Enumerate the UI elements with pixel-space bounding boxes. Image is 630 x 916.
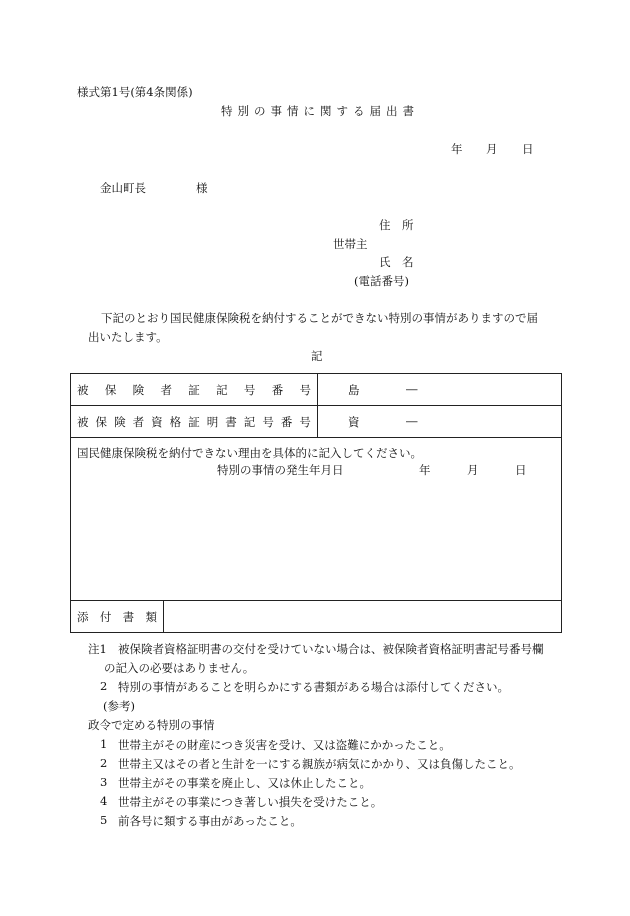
note-2-label: 2 xyxy=(100,679,108,693)
note-1-line-2: の記入の必要はありません。 xyxy=(104,661,255,675)
label-char: 記 xyxy=(216,382,228,397)
label-char: 明 xyxy=(206,414,219,429)
applicant-address-label: 住 所 xyxy=(379,218,414,232)
list-item-number: 4 xyxy=(100,794,108,808)
label-char: 険 xyxy=(114,414,126,429)
applicant-name-label: 氏 名 xyxy=(379,255,414,269)
list-item: 世帯主がその財産につき災害を受け、又は盗難にかかったこと。 xyxy=(118,738,451,752)
label-char: 険 xyxy=(132,382,145,397)
label-char: 号 xyxy=(262,414,274,429)
label-char: 者 xyxy=(132,414,145,429)
reason-field[interactable] xyxy=(71,438,562,601)
ki-heading: 記 xyxy=(311,349,323,363)
label-char: 号 xyxy=(299,414,311,429)
statement-line-1: 下記のとおり国民健康保険税を納付することができない特別の事情がありますので届 xyxy=(101,311,538,325)
table-row-insurance-number xyxy=(71,374,562,406)
form-number: 様式第1号(第4条関係) xyxy=(77,85,193,99)
label-char: 番 xyxy=(271,382,284,397)
date-month-label: 月 xyxy=(486,142,498,156)
note-1-line-1: 被保険者資格証明書の交付を受けていない場合は、被保険者資格証明書記号番号欄 xyxy=(118,642,544,656)
label-char: 資 xyxy=(151,414,163,429)
certificate-number-field[interactable] xyxy=(318,406,562,438)
attachments-label xyxy=(71,601,164,632)
insurance-number-dash: ― xyxy=(406,382,418,396)
date-day-label: 日 xyxy=(522,142,534,156)
table-row-attachments xyxy=(71,601,562,633)
household-head-label: 世帯主 xyxy=(333,237,368,251)
reason-month-label: 月 xyxy=(467,463,479,477)
reason-year-label: 年 xyxy=(419,463,431,477)
certificate-number-label xyxy=(71,406,318,438)
list-item: 前各号に類する事由があったこと。 xyxy=(118,814,302,828)
label-char: 書 xyxy=(225,414,237,429)
label-char: 者 xyxy=(160,382,172,397)
table-row-reason xyxy=(71,438,562,601)
attachments-field[interactable] xyxy=(164,601,562,632)
list-item-number: 5 xyxy=(100,813,108,827)
list-item-number: 3 xyxy=(100,775,108,789)
label-char: 保 xyxy=(104,382,117,397)
reason-instruction: 国民健康保険税を納付できない理由を具体的に記入してください。 xyxy=(77,446,422,460)
label-char: 添 xyxy=(77,609,89,624)
label-char: 号 xyxy=(299,382,311,397)
addressee-honorific: 様 xyxy=(196,181,208,195)
list-item: 世帯主がその事業を廃止し、又は休止したこと。 xyxy=(118,776,371,790)
certificate-number-prefix: 資 xyxy=(348,415,360,429)
label-char: 証 xyxy=(188,414,200,429)
list-item: 世帯主又はその者と生計を一にする親族が病気にかかり、又は負傷したこと。 xyxy=(118,757,521,771)
table-row-certificate-number xyxy=(71,406,562,438)
addressee-name: 金山町長 xyxy=(100,181,146,195)
insurance-number-field[interactable] xyxy=(318,374,562,406)
list-item-number: 2 xyxy=(100,756,108,770)
list-item-number: 1 xyxy=(100,737,108,751)
gov-heading: 政令で定める特別の事情 xyxy=(88,718,215,732)
note-1-label: 注1 xyxy=(88,642,107,656)
insurance-number-prefix: 島 xyxy=(348,383,360,397)
label-char: 号 xyxy=(243,382,256,397)
label-char: 格 xyxy=(169,414,182,429)
reason-date-label: 特別の事情の発生年月日 xyxy=(217,463,344,477)
label-char: 証 xyxy=(188,382,200,397)
label-char: 保 xyxy=(95,414,108,429)
label-char: 被 xyxy=(77,382,89,397)
insurance-number-label xyxy=(71,374,318,406)
list-item: 世帯主がその事業につき著しい損失を受けたこと。 xyxy=(118,795,383,809)
note-2-text: 特別の事情があることを明らかにする書類がある場合は添付してください。 xyxy=(118,680,509,694)
date-year-label: 年 xyxy=(451,142,463,156)
label-char: 書 xyxy=(122,609,135,624)
reference-label: (参考) xyxy=(103,699,135,713)
certificate-number-dash: ― xyxy=(406,414,418,428)
label-char: 記 xyxy=(243,414,256,429)
statement-line-2: 出いたします。 xyxy=(88,330,168,344)
label-char: 被 xyxy=(77,414,89,429)
applicant-phone-label: (電話番号) xyxy=(354,274,409,288)
page-title: 特別の事情に関する届出書 xyxy=(221,104,419,118)
reason-day-label: 日 xyxy=(515,463,527,477)
label-char: 番 xyxy=(280,414,293,429)
label-char: 類 xyxy=(145,609,157,624)
attachments-subtable xyxy=(71,601,561,632)
application-table xyxy=(70,373,562,633)
label-char: 付 xyxy=(99,609,112,624)
